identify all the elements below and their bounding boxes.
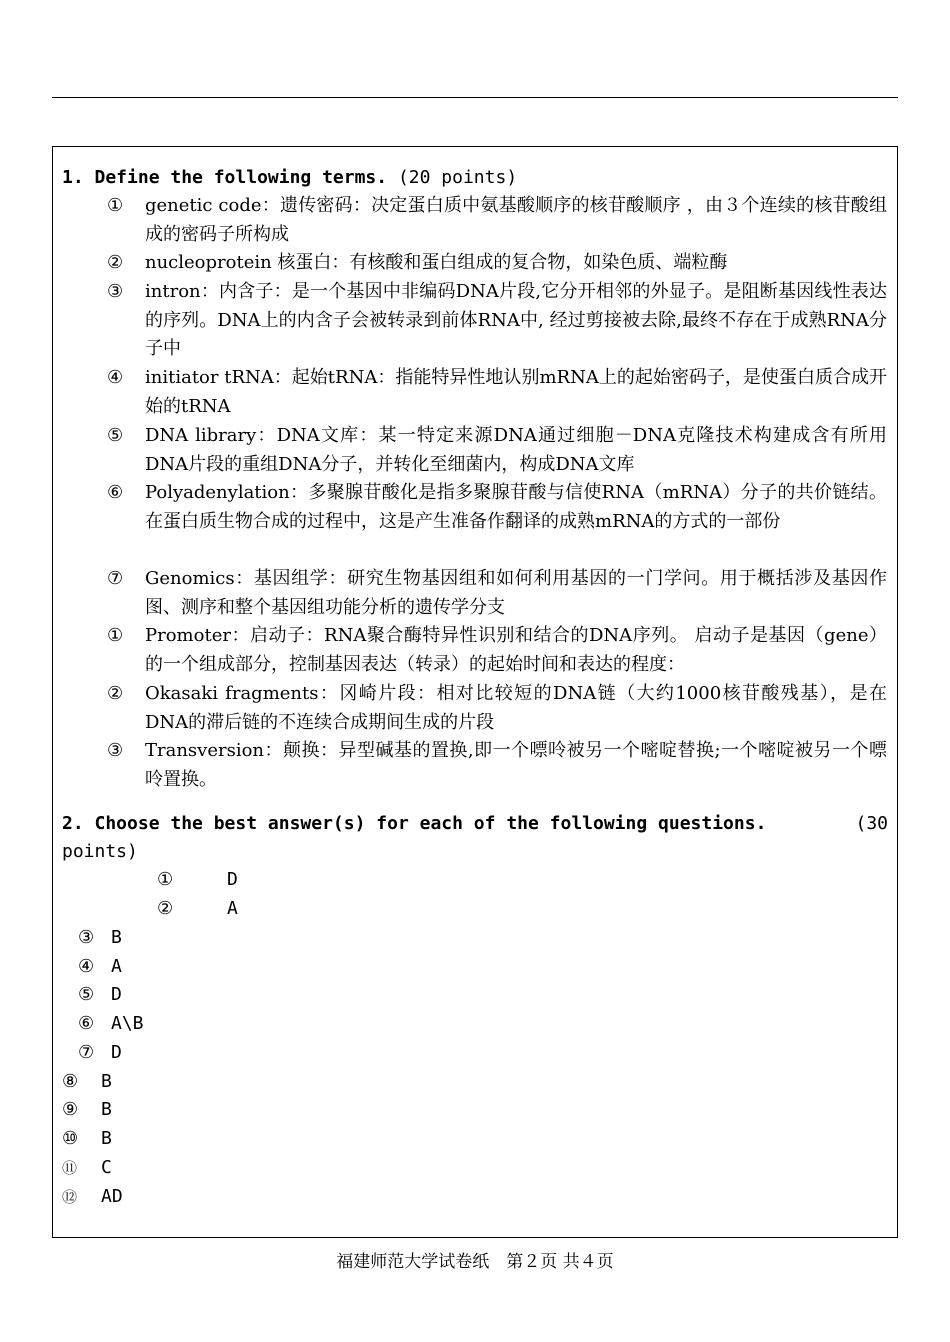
- section2-title: 2. Choose the best answer(s) for each of the following questions.: [62, 813, 767, 834]
- term-number: ①: [107, 625, 124, 646]
- section2-points: (30: [855, 813, 888, 834]
- answer-value: B: [101, 1099, 112, 1120]
- header-rule: [52, 97, 898, 98]
- answer-value: D: [227, 869, 238, 890]
- term-definition: Promoter：启动子：RNA聚合酶特异性识别和结合的DNA序列。 启动子是基因（gene）的一个组成部分，控制基因表达（转录）的起始时间和表达的程度：: [145, 625, 887, 675]
- answer-number: ③: [78, 927, 95, 948]
- answer-value: B: [101, 1128, 112, 1149]
- term-number: ③: [107, 281, 124, 302]
- term-number: ④: [107, 367, 124, 388]
- answer-number: ⑫: [62, 1188, 78, 1206]
- section2-heading: [62, 810, 888, 838]
- answer-value: D: [111, 1042, 122, 1063]
- section1-title: 1. Define the following terms.: [62, 167, 388, 188]
- answer-number: ⑦: [78, 1042, 95, 1063]
- term-definition: Genomics：基因组学：研究生物基因组和如何利用基因的一门学问。用于概括涉及基因作图、测序和整个基因组功能分析的遗传学分支: [145, 568, 887, 618]
- term-number: ⑤: [107, 425, 124, 446]
- answer-value: B: [111, 927, 122, 948]
- answer-number: ④: [78, 956, 95, 977]
- term-number: ①: [107, 195, 124, 216]
- term-definition: Transversion：颠换：异型碱基的置换,即一个嘌呤被另一个嘧啶替换;一个嘧啶被另一个嘌呤置换。: [145, 740, 887, 790]
- answer-number: ⑥: [78, 1013, 95, 1034]
- answer-number: ①: [157, 869, 174, 890]
- page-footer: 福建师范大学试卷纸 第２页 共４页: [336, 1252, 614, 1272]
- term-number: ⑥: [107, 482, 124, 503]
- term-number: ②: [107, 683, 124, 704]
- term-definition: genetic code：遗传密码：决定蛋白质中氨基酸顺序的核苷酸顺序 ，由３个连续的核苷酸组成的密码子所构成: [145, 195, 887, 245]
- answer-number: ⑩: [62, 1128, 79, 1149]
- answer-number: ⑤: [78, 984, 95, 1005]
- term-number: ⑦: [107, 568, 124, 589]
- answer-value: B: [101, 1071, 112, 1092]
- answer-number: ⑧: [62, 1071, 79, 1092]
- term-number: ③: [107, 740, 124, 761]
- answer-number: ②: [157, 898, 174, 919]
- answer-value: A: [111, 956, 122, 977]
- term-number: ②: [107, 252, 124, 273]
- answer-number: ⑨: [62, 1099, 79, 1120]
- section2-points-cont: points): [62, 841, 138, 862]
- term-definition: DNA library：DNA文库：某一特定来源DNA通过细胞－DNA克隆技术构建成含有所用DNA片段的重组DNA分子，并转化至细菌内，构成DNA文库: [145, 425, 887, 475]
- answer-value: D: [111, 984, 122, 1005]
- answer-value: A\B: [111, 1013, 144, 1034]
- answer-number: ⑪: [62, 1159, 78, 1177]
- term-definition: Okasaki fragments：冈崎片段：相对比较短的DNA链（大约1000核苷酸残基），是在DNA的滞后链的不连续合成期间生成的片段: [145, 683, 887, 733]
- term-definition: initiator tRNA：起始tRNA：指能特异性地认别mRNA上的起始密码子，是使蛋白质合成开始的tRNA: [145, 367, 887, 417]
- answer-value: C: [101, 1157, 112, 1178]
- term-definition: nucleoprotein 核蛋白：有核酸和蛋白组成的复合物，如染色质、端粒酶: [145, 252, 728, 273]
- section1-points: (20 points): [387, 167, 518, 188]
- answer-value: A: [227, 898, 238, 919]
- section1-heading: [62, 164, 517, 192]
- term-definition: intron：内含子：是一个基因中非编码DNA片段,它分开相邻的外显子。是阻断基因线性表达的序列。DNA上的内含子会被转录到前体RNA中, 经过剪接被去除,最终不存在于成熟RNA分子中: [145, 281, 887, 359]
- answer-value: AD: [101, 1186, 123, 1207]
- term-definition: Polyadenylation：多聚腺苷酸化是指多聚腺苷酸与信使RNA（mRNA）分子的共价链结。在蛋白质生物合成的过程中，这是产生准备作翻译的成熟mRNA的方式的一部份: [145, 482, 887, 532]
